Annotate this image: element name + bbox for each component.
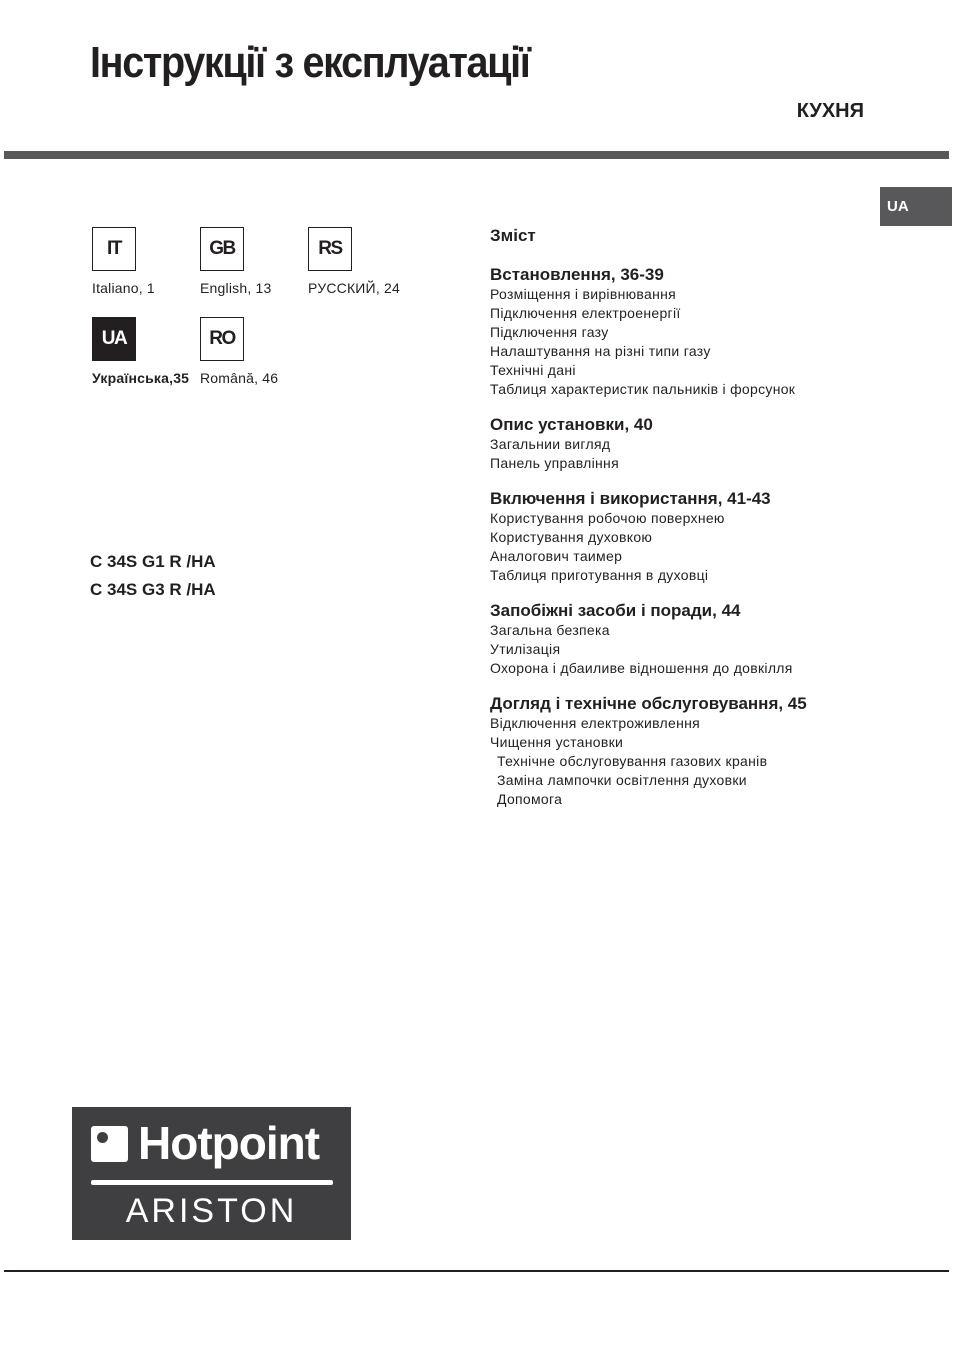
- logo-sub-brand: ARISTON: [125, 1192, 298, 1230]
- toc-item[interactable]: Охорона і дбаиливе відношення до довкілля: [490, 660, 793, 676]
- lang-label-ua[interactable]: Українська,35: [92, 370, 190, 386]
- lang-code-gb[interactable]: GB: [200, 227, 244, 271]
- toc-item[interactable]: Панель управління: [490, 455, 619, 471]
- toc-item[interactable]: Технічне обслуговування газових кранів: [497, 753, 768, 769]
- toc-item[interactable]: Заміна лампочки освітлення духовки: [497, 772, 747, 788]
- model-number: C 34S G1 R /HA: [90, 552, 216, 571]
- lang-code-rs[interactable]: RS: [308, 227, 352, 271]
- logo-divider: [91, 1180, 333, 1185]
- footer-divider: [4, 1270, 949, 1272]
- lang-label-it[interactable]: Italiano, 1: [92, 280, 155, 296]
- toc-heading[interactable]: Встановлення, 36-39: [490, 265, 664, 284]
- toc-section-maintenance: [490, 694, 910, 809]
- toc-item[interactable]: Користування робочою поверхнею: [490, 510, 725, 526]
- toc-item[interactable]: Таблиця приготування в духовці: [490, 567, 709, 583]
- logo-square-icon: [91, 1126, 128, 1162]
- page-subtitle: КУХНЯ: [796, 100, 864, 122]
- toc-item[interactable]: Підключення електроенергії: [490, 305, 681, 321]
- logo-brand-name: Hotpoint: [138, 1117, 320, 1169]
- toc-section-installation: [490, 265, 910, 399]
- toc-item[interactable]: Чищення установки: [490, 734, 624, 750]
- toc-heading[interactable]: Догляд і технічне обслуговування, 45: [490, 694, 807, 713]
- toc-item[interactable]: Аналогович таимер: [490, 548, 623, 564]
- toc-item[interactable]: Технічні дані: [490, 362, 576, 378]
- toc-heading[interactable]: Опис установки, 40: [490, 415, 653, 434]
- toc-item[interactable]: Користування духовкою: [490, 529, 653, 545]
- toc-section-description: [490, 415, 910, 473]
- toc-item[interactable]: Утилізація: [490, 641, 561, 657]
- toc-title: Зміст: [490, 226, 536, 245]
- toc-item[interactable]: Підключення газу: [490, 324, 609, 340]
- page-title: Інструкції з експлуатації: [90, 38, 530, 87]
- toc-heading[interactable]: Запобіжні засоби і поради, 44: [490, 601, 741, 620]
- header-divider: [4, 151, 949, 159]
- toc-item[interactable]: Таблиця характеристик пальників і форсунок: [490, 381, 796, 397]
- toc-section-safety: [490, 601, 910, 678]
- lang-code-it[interactable]: IT: [92, 227, 136, 271]
- lang-label-rs[interactable]: РУССКИЙ, 24: [308, 280, 400, 296]
- model-number: C 34S G3 R /HA: [90, 580, 216, 599]
- language-side-tab: UA: [880, 187, 952, 226]
- lang-label-gb[interactable]: English, 13: [200, 280, 272, 296]
- brand-logo: [72, 1107, 351, 1240]
- toc-item[interactable]: Допомога: [497, 791, 563, 807]
- lang-label-ro[interactable]: Română, 46: [200, 370, 279, 386]
- toc-heading[interactable]: Включення і використання, 41-43: [490, 489, 771, 508]
- toc-item[interactable]: Загальна безпека: [490, 622, 610, 638]
- toc-item[interactable]: Відключення електроживлення: [490, 715, 701, 731]
- lang-code-ua[interactable]: UA: [92, 317, 136, 361]
- toc-section-usage: [490, 489, 910, 585]
- logo-dot: [97, 1132, 108, 1143]
- toc-item[interactable]: Розміщення і вирівнювання: [490, 286, 677, 302]
- toc-item[interactable]: Налаштування на різні типи газу: [490, 343, 711, 359]
- toc-item[interactable]: Загальнии вигляд: [490, 436, 611, 452]
- table-of-contents: [490, 226, 910, 825]
- lang-code-ro[interactable]: RO: [200, 317, 244, 361]
